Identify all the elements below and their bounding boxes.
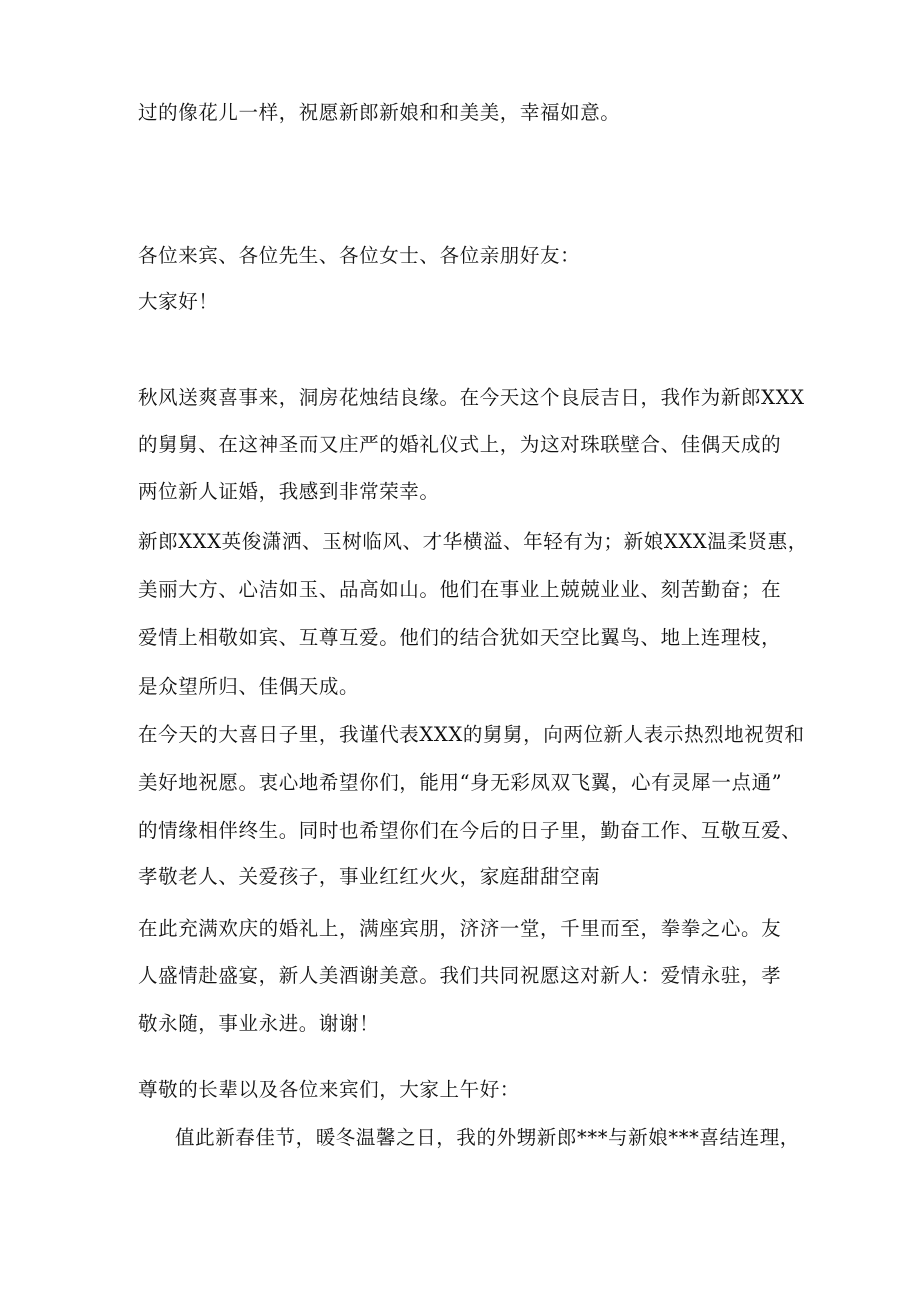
text-line: 秋风送爽喜事来，洞房花烛结良缘。在今天这个良辰吉日，我作为新郎XXX bbox=[138, 386, 805, 409]
text-line: 过的像花儿一样，祝愿新郎新娘和和美美，幸福如意。 bbox=[138, 101, 621, 124]
text-line: 新郎XXX英俊潇洒、玉树临风、才华横溢、年轻有为；新娘XXX温柔贤惠， bbox=[138, 530, 808, 553]
text-line: 人盛情赴盛宴，新人美酒谢美意。我们共同祝愿这对新人：爱情永驻，孝 bbox=[138, 964, 782, 987]
text-line: 的情缘相伴终生。同时也希望你们在今后的日子里，勤奋工作、互敬互爱、 bbox=[138, 819, 802, 842]
text-line: 爱情上相敬如宾、互尊互爱。他们的结合犹如天空比翼鸟、地上连理枝， bbox=[138, 626, 782, 649]
text-line: 两位新人证婚，我感到非常荣幸。 bbox=[138, 480, 440, 503]
text-line: 敬永随，事业永进。谢谢！ bbox=[138, 1012, 380, 1035]
greeting-line: 大家好！ bbox=[138, 290, 219, 313]
text-line: 值此新春佳节，暖冬温馨之日，我的外甥新郎***与新娘***喜结连理， bbox=[175, 1126, 800, 1149]
text-line: 的舅舅、在这神圣而又庄严的婚礼仪式上，为这对珠联壁合、佳偶天成的 bbox=[138, 433, 782, 456]
text-line: 美丽大方、心洁如玉、品高如山。他们在事业上兢兢业业、刻苦勤奋；在 bbox=[138, 578, 782, 601]
text-line: 在今天的大喜日子里，我谨代表XXX的舅舅，向两位新人表示热烈地祝贺和 bbox=[138, 723, 805, 746]
text-line: 是众望所归、佳偶天成。 bbox=[138, 675, 360, 698]
salutation-line: 尊敬的长辈以及各位来宾们，大家上午好： bbox=[138, 1078, 520, 1101]
text-line: 在此充满欢庆的婚礼上，满座宾朋，济济一堂，千里而至，拳拳之心。友 bbox=[138, 917, 782, 940]
salutation-line: 各位来宾、各位先生、各位女士、各位亲朋好友： bbox=[138, 244, 581, 267]
text-line: 美好地祝愿。衷心地希望你们，能用“身无彩凤双飞翼，心有灵犀一点通” bbox=[138, 771, 783, 794]
text-line: 孝敬老人、关爱孩子，事业红红火火，家庭甜甜空南 bbox=[138, 865, 601, 888]
